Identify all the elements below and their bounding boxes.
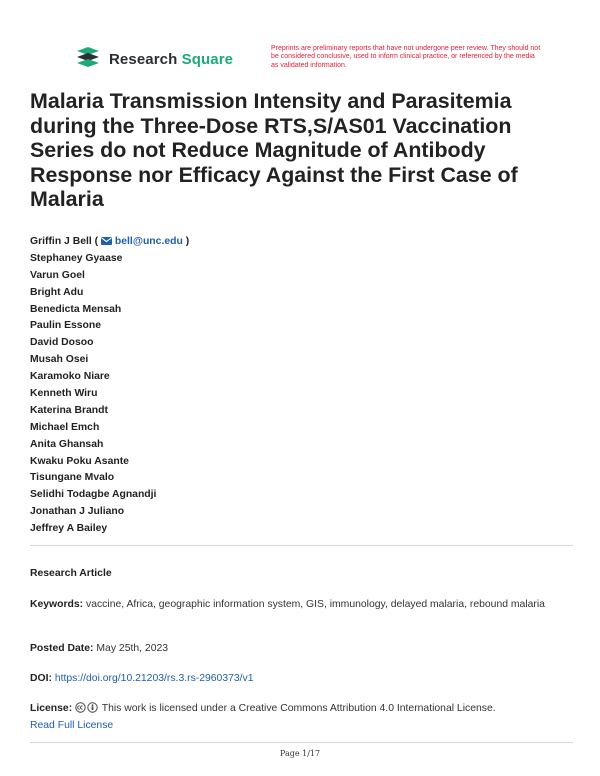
author-name: Musah Osei bbox=[30, 354, 89, 366]
doi-label: DOI: bbox=[30, 673, 52, 684]
divider bbox=[30, 545, 573, 546]
author-name: David Dosoo bbox=[30, 337, 94, 349]
author-name: Jonathan J Juliano bbox=[30, 506, 125, 518]
author-name: Varun Goel bbox=[30, 269, 85, 281]
mail-icon bbox=[101, 237, 112, 245]
posted-date-value: May 25th, 2023 bbox=[96, 643, 169, 654]
author-name: Michael Emch bbox=[30, 421, 100, 433]
license bbox=[30, 700, 575, 734]
preprint-disclaimer: Preprints are preliminary reports that have not undergone peer review. They should not be considered conclusive, used to inform clinical practice, or referenced by the media as validated information. bbox=[271, 45, 541, 69]
keywords bbox=[30, 596, 575, 613]
doi-link[interactable]: https://doi.org/10.21203/rs.3.rs-2960373/v1 bbox=[54, 673, 254, 684]
brand-name: Research Square bbox=[109, 50, 234, 68]
keywords-label: Keywords: bbox=[30, 599, 84, 610]
author-name: Kwaku Poku Asante bbox=[30, 455, 129, 467]
author-name: Anita Ghansah bbox=[30, 438, 104, 450]
keywords-value: vaccine, Africa, geographic information system, GIS, immunology, delayed malaria, rebound malaria bbox=[86, 599, 545, 610]
corresponding-author: Griffin J Bell ( bell@unc.edu ) bbox=[30, 236, 190, 247]
posted-date bbox=[30, 640, 575, 657]
page-number: Page 1/17 bbox=[279, 749, 321, 758]
paper-title: Malaria Transmission Intensity and Parasitemia during the Three-Dose RTS,S/AS01 Vaccination Series do not Reduce Magnitude of Antibody Response nor Efficacy Against the First Case of Malaria bbox=[30, 89, 518, 211]
read-full-license-link[interactable]: Read Full License bbox=[30, 720, 114, 731]
author-name: Kenneth Wiru bbox=[30, 388, 98, 400]
license-text: This work is licensed under a Creative Commons Attribution 4.0 International License. bbox=[101, 703, 496, 714]
author-name: Bright Adu bbox=[30, 286, 84, 298]
article-type: Research Article bbox=[30, 568, 112, 579]
author-name: Stephaney Gyaase bbox=[30, 252, 123, 264]
creative-commons-icon bbox=[75, 702, 99, 713]
author-name: Jeffrey A Bailey bbox=[30, 523, 108, 535]
author-name: Tisungane Mvalo bbox=[30, 472, 115, 484]
author-email-link[interactable]: bell@unc.edu bbox=[101, 236, 183, 247]
research-square-logo-icon bbox=[75, 46, 101, 72]
author-name: Benedicta Mensah bbox=[30, 303, 122, 315]
posted-date-label: Posted Date: bbox=[30, 643, 94, 654]
author-name: Paulin Essone bbox=[30, 320, 102, 332]
author-list bbox=[30, 234, 189, 538]
footer-divider bbox=[30, 742, 573, 743]
author-name: Katerina Brandt bbox=[30, 404, 108, 416]
author-name: Karamoko Niare bbox=[30, 371, 110, 383]
author-name: Selidhi Todagbe Agnandji bbox=[30, 489, 157, 501]
research-square-logo[interactable] bbox=[75, 46, 233, 72]
doi bbox=[30, 670, 575, 687]
license-label: License: bbox=[30, 703, 73, 714]
